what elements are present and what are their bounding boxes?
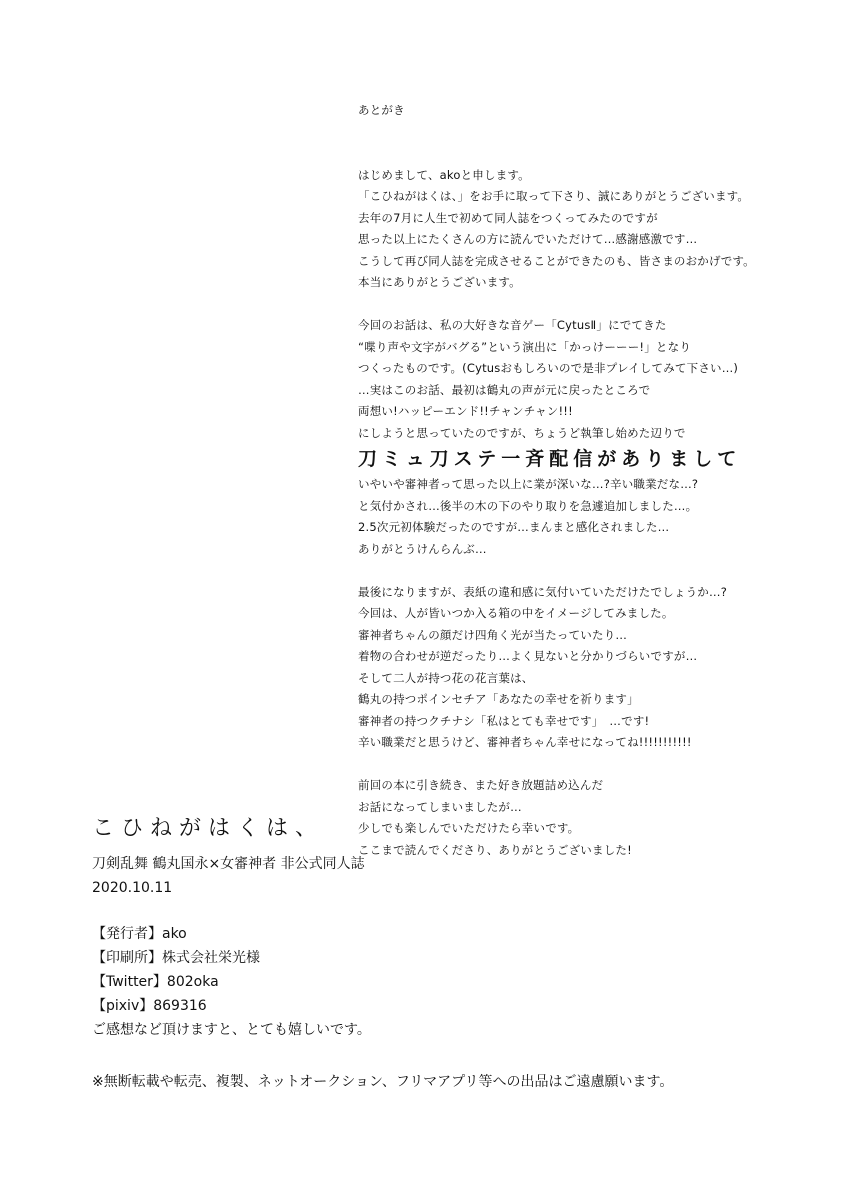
paragraph-cover [358,582,828,754]
text-line: と気付かされ…後半の木の下のやり取りを急遽追加しました…。 [358,498,698,513]
text-line: つくったものです。(Cytusおもしろいので是非プレイしてみて下さい…) [358,361,739,375]
text-line: …実はこのお話、最初は鶴丸の声が元に戻ったところで [358,382,651,397]
text-line: お話になってしまいましたが… [358,799,522,814]
printer-line: 【印刷所】株式会社栄光様 [92,950,260,966]
text-line: はじめまして、akoと申します。 [358,167,530,182]
text-line: 審神者の持つクチナシ「私はとても幸せです」 …です! [358,713,650,728]
text-line: 前回の本に引き続き、また好き放題詰め込んだ [358,778,604,792]
text-line: そして二人が持つ花の花言葉は、 [358,670,534,685]
copyright-notice: ※無断転載や転売、複製、ネットオークション、フリマアプリ等への出品はご遠慮願います。 [92,1074,674,1090]
thanks-line: ご感想など頂けますと、とても嬉しいです。 [92,1022,371,1038]
book-subtitle: 刀剣乱舞 鶴丸国永×女審神者 非公式同人誌 [92,856,365,872]
text-line: 両想い!ハッピーエンド!!チャンチャン!!! [358,404,573,418]
colophon-section [92,812,812,1094]
text-line: ありがとうけんらんぶ… [358,541,487,556]
text-line: こうして再び同人誌を完成させることができたのも、皆さまのおかげです。 [358,253,755,268]
emphasis-line: 刀ミュ刀ステ一斉配信がありまして [358,448,742,470]
text-line: 「こひねがはくは、」をお手に取って下さり、誠にありがとうございます。 [358,189,750,203]
text-line: 着物の合わせが逆だったり…よく見ないと分かりづらいですが… [358,649,698,663]
publisher-line: 【発行者】ako [92,926,187,942]
afterword-heading: あとがき [358,103,405,117]
text-line: 今回のお話は、私の大好きな音ゲー「CytusⅡ」にでてきた [358,318,667,332]
paragraph-story [358,315,828,560]
text-line: 最後になりますが、表紙の違和感に気付いていただけたでしょうか…? [358,584,727,599]
text-line: 今回は、人が皆いつか入る箱の中をイメージしてみました。 [358,606,674,620]
text-line: 2.5次元初体験だったのですが…まんまと感化されました… [358,520,670,534]
text-line: “喋り声や文字がバグる”という演出に「かっけーーー!」となり [358,339,692,354]
text-line: 少しでも楽しんでいただけたら幸いです。 [358,821,580,835]
text-line: 思った以上にたくさんの方に読んでいただけて…感謝感激です… [358,232,698,246]
twitter-line: 【Twitter】802oka [92,974,219,990]
publish-date: 2020.10.11 [92,880,173,896]
publication-info [92,922,812,1042]
text-line: 審神者ちゃんの顔だけ四角く光が当たっていたり… [358,627,628,642]
pixiv-line: 【pixiv】869316 [92,998,207,1014]
text-line: にしようと思っていたのですが、ちょうど執筆し始めた辺りで [358,425,686,440]
afterword-section [358,100,828,861]
text-line: 辛い職業だと思うけど、審神者ちゃん幸せになってね!!!!!!!!!!! [358,735,692,749]
paragraph-greeting [358,165,828,294]
text-line: いやいや審神者って思った以上に業が深いな…?辛い職業だな…? [358,477,699,491]
text-line: 鶴丸の持つポインセチア「あなたの幸せを祈ります」 [358,692,639,706]
book-title: こひねがはくは、 [92,816,325,841]
text-line: 本当にありがとうございます。 [358,275,521,289]
text-line: ここまで読んでくださり、ありがとうございました! [358,842,632,857]
text-line: 去年の7月に人生で初めて同人誌をつくってみたのですが [358,210,658,225]
